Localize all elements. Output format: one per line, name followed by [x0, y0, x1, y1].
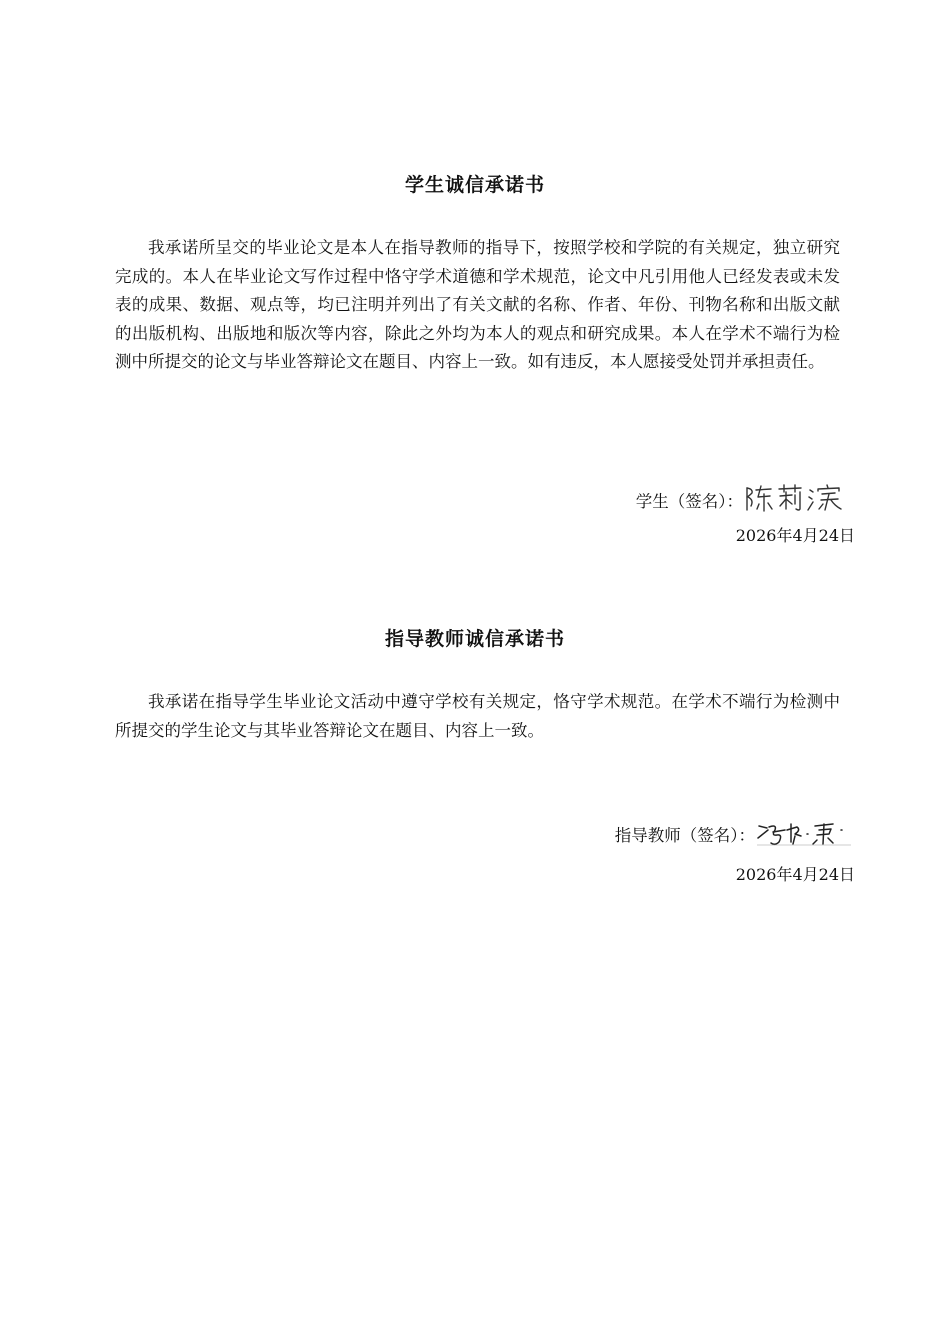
teacher-signature-date: 2026年4月24日 [735, 865, 855, 884]
student-signature-date: 2026年4月24日 [735, 526, 855, 545]
student-signature-line [636, 482, 855, 514]
student-pledge-title: 学生诚信承诺书 [404, 174, 545, 196]
teacher-pledge-body: 我承诺在指导学生毕业论文活动中遵守学校有关规定，恪守学术规范。在学术不端行为检测中所提交的学生论文与其毕业答辩论文在题目、内容上一致。 [115, 692, 840, 740]
teacher-pledge-title: 指导教师诚信承诺书 [384, 628, 565, 650]
student-handwritten-signature [743, 482, 855, 514]
teacher-handwritten-signature [755, 818, 855, 848]
student-signature-image [743, 482, 855, 514]
student-pledge-body: 我承诺所呈交的毕业论文是本人在指导教师的指导下，按照学校和学院的有关规定，独立研究完成的。本人在毕业论文写作过程中恪守学术道德和学术规范，论文中凡引用他人已经发表或未发表的成果、数据、观点等，均已注明并列出了有关文献的名称、作者、年份、刊物名称和出版文献的出版机构、出版地和版次等内容，除此之外均为本人的观点和研究成果。本人在学术不端行为检测中所提交的论文与毕业答辩论文在题目、内容上一致。如有违反，本人愿接受处罚并承担责任。 [115, 238, 840, 372]
teacher-signature-line [615, 818, 855, 848]
teacher-signature-image [755, 818, 855, 848]
student-signature-label: 学生（签名）： [635, 492, 743, 511]
teacher-signature-label: 指导教师（签名）： [614, 826, 755, 845]
